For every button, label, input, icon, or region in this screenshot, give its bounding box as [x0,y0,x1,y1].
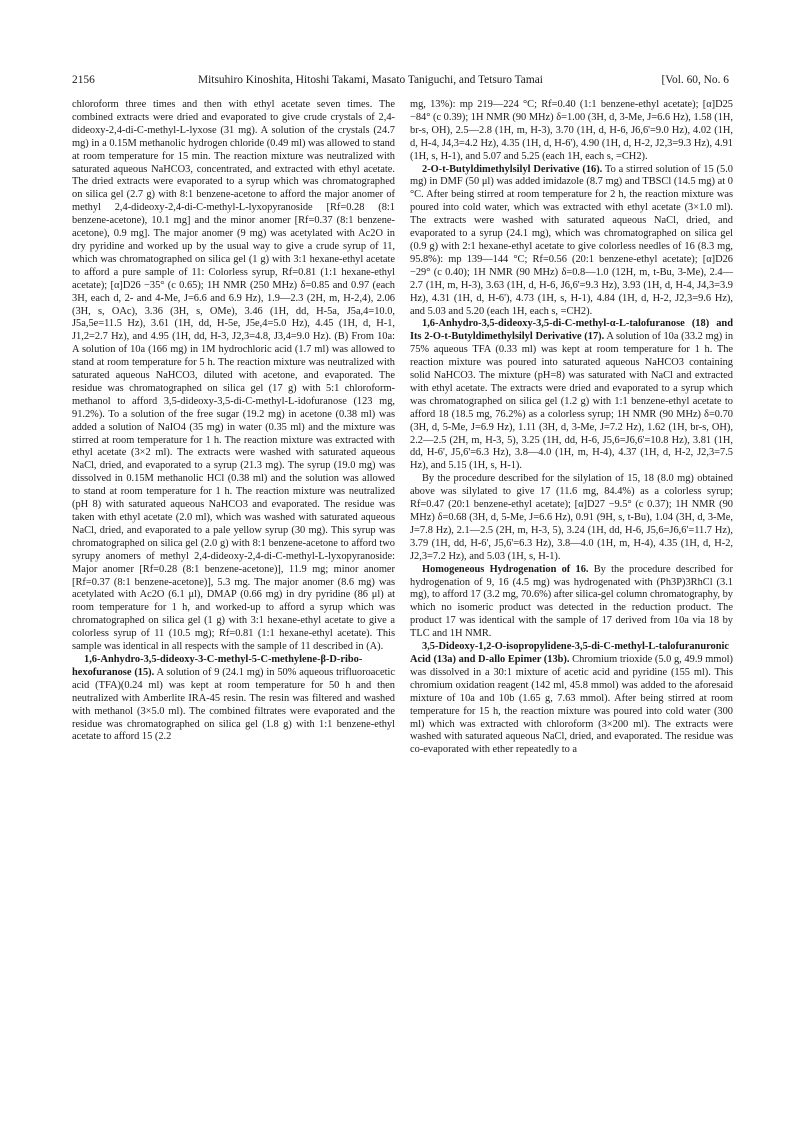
paragraph [410,99,733,164]
paragraph-heading: 1,6-Anhydro-3,5-dideoxy-3,5-di-C-methyl-α-L-talofuranose (18) and Its 2-O-t-Butyldimethylsilyl Derivative (17). [410,318,733,343]
paragraph-body: chloroform three times and then with ethyl acetate seven times. The combined extracts were dried and evaporated to give crude crystals of 2,4-dideoxy-2,4-di-C-methyl-L-lyxose (31 mg). A solution of the crystals (24.7 mg) in a 0.15M methanolic hydrogen chloride (0.49 ml) was allowed to stand at room temperature for 15 min. The reaction mixture was neutralized with saturated aqueous NaHCO3, concentrated, and extracted with ethyl acetate. The dried extracts were evaporated to a syrup which was chromatographed on silica gel (2.7 g) with 8:1 benzene-acetone to afford the major anomer of methyl 2,4-dideoxy-2,4-di-C-methyl-L-lyxopyranoside [Rf=0.28 (8:1 benzene-acetone), 10.1 mg] and the minor anomer [Rf=0.37 (8:1 benzene-acetone), 0.9 mg]. The major anomer (9 mg) was acetylated with Ac2O in dry pyridine and worked up by the usual way to give a crude syrup of 11, which was chromatographed on silica gel (1 g) with 3:1 hexane-ethyl acetate to afford a pure sample of 11: Colorless syrup, Rf=0.81 (1:1 hexane-ethyl acetate); [α]D26 −35° (c 0.65); 1H NMR (250 MHz) δ=0.85 and 0.97 (each 3H, each d, 2- and 4-Me, J=6.6 and 6.9 Hz), 1.9—2.3 (2H, m, H-2,4), 2.06 (3H, s, OAc), 3.36 (3H, s, OMe), 3.46 (1H, dd, H-5a, J5a,4=10.0, J5a,5e=11.5 Hz), 3.61 (1H, dd, H-5e, J5e,4=5.0 Hz), 4.45 (1H, d, H-1, J1,2=2.7 Hz), and 4.95 (1H, dd, H-3, J2,3=4.8, J3,4=9.0 Hz). (B) From 10a: A solution of 10a (166 mg) in 1M hydrochloric acid (1.7 ml) was allowed to stand at room temperature for 5 h. The reaction mixture was neutralized with saturated aqueous NaHCO3, diluted with acetone, and evaporated. The residue was chromatographed on silica gel (17 g) with 5:1 chloroform-methanol to afford 3,5-dideoxy-3,5-di-C-methyl-L-idofuranose (123 mg, 91.2%). To a solution of the free sugar (19.2 mg) in acetone (0.38 ml) was added a solution of NaIO4 (35 mg) in water (0.35 ml) and the mixture was stirred at room temperature for 1 h. The reaction mixture was extracted with ethyl acetate (3×2 ml). The extracts were washed with saturated aqueous NaCl, dried, and evaporated to a syrup (21.3 mg). The syrup (19.0 mg) was dissolved in 0.15M methanolic HCl (0.38 ml) and the solution was allowed to stand at room temperature for 1 h. The reaction mixture was neutralized (pH 8) with saturated aqueous NaHCO3 and evaporated. The residue was taken with ethyl acetate (2.0 ml), which was washed with saturated aqueous NaCl, dried, and evaporated to a pale yellow syrup (30 mg). This syrup was chromatographed on silica gel (2.0 g) with 8:1 benzene-acetone to afford two syrupy anomers of methyl 2,4-dideoxy-2,4-di-C-methyl-L-lyxopyranoside: Major anomer [Rf=0.28 (8:1 benzene-acetone)], 11.9 mg; minor anomer [Rf=0.37 (8:1 benzene-acetone)], 5.3 mg. The major anomer (8.6 mg) was acetylated with Ac2O (6.1 μl), DMAP (0.66 mg) in dry pyridine (86 μl) at room temperature for 1 h, and worked-up to afford a syrup which was chromatographed on silica gel (1 g) with 3:1 hexane-ethyl acetate to give a colorless syrup of 11 (10.5 mg); Rf=0.81 (1:1 hexane-ethyl acetate). This sample was identical in all respects with the sample of 11 described in (A). [72,99,395,653]
right-column [410,99,733,757]
paragraph [72,99,395,654]
paragraph-body: By the procedure described for hydrogenation of 9, 16 (4.5 mg) was hydrogenated with (Ph3P)3RhCl (3.1 mg), to afford 17 (3.2 mg, 70.6%) after silica-gel column chromatography, by which no isomeric product was detected in the reduction product. The product 17 was identical with the sample of 17 derived from 10a via 18 by TLC and 1H NMR. [410,563,733,640]
left-column [72,99,395,744]
paragraph [410,641,733,757]
paragraph-body: mg, 13%): mp 219—224 °C; Rf=0.40 (1:1 benzene-ethyl acetate); [α]D25 −84° (c 0.39); 1H NMR (90 MHz) δ=1.00 (3H, d, 3-Me, J=6.6 Hz), 1.58 (1H, br-s, OH), 2.5—2.8 (1H, m, H-3), 3.70 (1H, d, H-6, J6,6'=9.0 Hz), 4.02 (1H, d, H-4, J4,3=4.2 Hz), 4.35 (1H, d, H-6'), 4.90 (1H, d, H-2, J2,3=9.3 Hz), 4.91 (1H, s, H-1), and 5.07 and 5.25 (each 1H, each s, =CH2). [410,99,734,162]
journal-volume: [Vol. 60, No. 6 [661,74,729,86]
paragraph-heading: 1,6-Anhydro-3,5-dideoxy-3-C-methyl-5-C-methylene-β-D-ribo-hexofuranose (15). [72,653,363,678]
paragraph [72,654,395,744]
paragraph [410,564,733,641]
paragraph-body: By the procedure described for the silylation of 15, 18 (8.0 mg) obtained above was silylated to give 17 (11.6 mg, 84.4%) as a colorless syrup; Rf=0.47 (20:1 benzene-ethyl acetate); [α]D27 −9.5° (c 0.37); 1H NMR (90 MHz) δ=0.68 (3H, d, 5-Me, J=6.6 Hz), 0.91 (9H, s, t-Bu), 1.04 (3H, d, 3-Me, J=7.8 Hz), 2.1—2.5 (2H, m, H-3, 5), 3.24 (1H, dd, H-6, J5,6=J6,6'=11.7 Hz), 3.79 (1H, dd, H-6', J5,6'=6.3 Hz), 3.8—4.0 (1H, m, H-4), 4.35 (1H, d, H-2, J2,3=7.2 Hz), and 5.03 (1H, s, H-1). [410,473,733,562]
running-header [72,72,729,88]
paragraph-heading: 3,5-Dideoxy-1,2-O-isopropylidene-3,5-di-C-methyl-L-talofuranuronic Acid (13a) and D-allo Epimer (13b). [410,641,729,665]
paragraph [410,164,733,319]
paragraph [410,318,733,473]
running-authors: Mitsuhiro Kinoshita, Hitoshi Takami, Masato Taniguchi, and Tetsuro Tamai [198,74,543,86]
paragraph-body: A solution of 10a (33.2 mg) in 75% aqueous TFA (0.33 ml) was kept at room temperature for 1 h. The reaction mixture was poured into saturated aqueous NaHCO3 containing solid NaHCO3. The mixture (pH=8) was saturated with NaCl and extracted with ethyl acetate. The extracts were dried and evaporated to a syrup which was chromatographed on silica gel (1.2 g) with 1:1 benzene-ethyl acetate to afford 18 (18.5 mg, 76.2%) as a colorless syrup; 1H NMR (90 MHz) δ=0.70 (3H, d, 5-Me, J=6.9 Hz), 1.11 (3H, d, 3-Me, J=7.2 Hz), 1.62 (1H, br-s, OH), 2.2—2.5 (2H, m, H-3, 5), 3.25 (1H, dd, H-6, J5,6=J6,6'=10.8 Hz), 3.81 (1H, dd, H-6', J5,6'=6.3 Hz), 3.8—4.0 (1H, m, H-4), 4.37 (1H, d, H-2, J2,3=7.5 Hz), and 5.15 (1H, s, H-1). [410,331,734,472]
page-number: 2156 [72,74,95,86]
paragraph-body: A solution of 9 (24.1 mg) in 50% aqueous trifluoroacetic acid (TFA)(0.24 ml) was kept at room temperature for 50 h and then neutralized with Amberlite IRA-45 resin. The resin was filtered and washed with methanol (3×5.0 ml). The combined filtrates were evaporated and the residue was chromatographed on silica gel (1.8 g) with 1:1 benzene-ethyl acetate to afford 15 (2.2 [72,666,395,743]
paragraph-heading: 2-O-t-Butyldimethylsilyl Derivative (16). [422,163,603,175]
paragraph-heading: Homogeneous Hydrogenation of 16. [422,563,589,575]
paragraph [410,473,733,563]
paragraph-body: To a stirred solution of 15 (5.0 mg) in DMF (50 μl) was added imidazole (8.7 mg) and TBSCl (14.5 mg) at 0 °C. After being stirred at room temperature for 2 h, the reaction mixture was poured into cold water, which was extracted with ethyl acetate (3×1.0 ml). The extracts were washed with saturated aqueous NaCl, dried, and evaporated to a syrup (24.1 mg), which was chromatographed on silica gel (0.9 g) with 2:1 hexane-ethyl acetate to give colorless needles of 16 (8.3 mg, 95.8%): mp 139—144 °C; Rf=0.56 (20:1 benzene-ethyl acetate); [α]D26 −29° (c 0.40); 1H NMR (90 MHz) δ=0.8—1.0 (12H, m, t-Bu, 3-Me), 2.4—2.7 (1H, m, H-3), 3.63 (1H, d, H-6, J6,6'=9.3 Hz), 3.93 (1H, d, H-4, J4,3=3.9 Hz), 4.31 (1H, d, H-6'), 4.73 (1H, s, H-1), 4.84 (1H, d, H-2, J2,3=9.6 Hz), and 5.03 and 5.20 (each 1H, each s, =CH2). [410,163,733,317]
paragraph-body: Chromium trioxide (5.0 g, 49.9 mmol) was dissolved in a 30:1 mixture of acetic acid and pyridine (155 ml). This chromium oxidation reagent (142 ml, 45.8 mmol) was added to the aforesaid mixture of 10a and 10b (1.65 g, 7.63 mmol). After being stirred at room temperature for 15 h, the reaction mixture was poured into cold water (300 ml) which was extracted with chloroform (3×200 ml). The extracts were washed with saturated aqueous NaCl, dried, and evaporated. The residue was co-evaporated with ether repeatedly to a [410,653,733,756]
